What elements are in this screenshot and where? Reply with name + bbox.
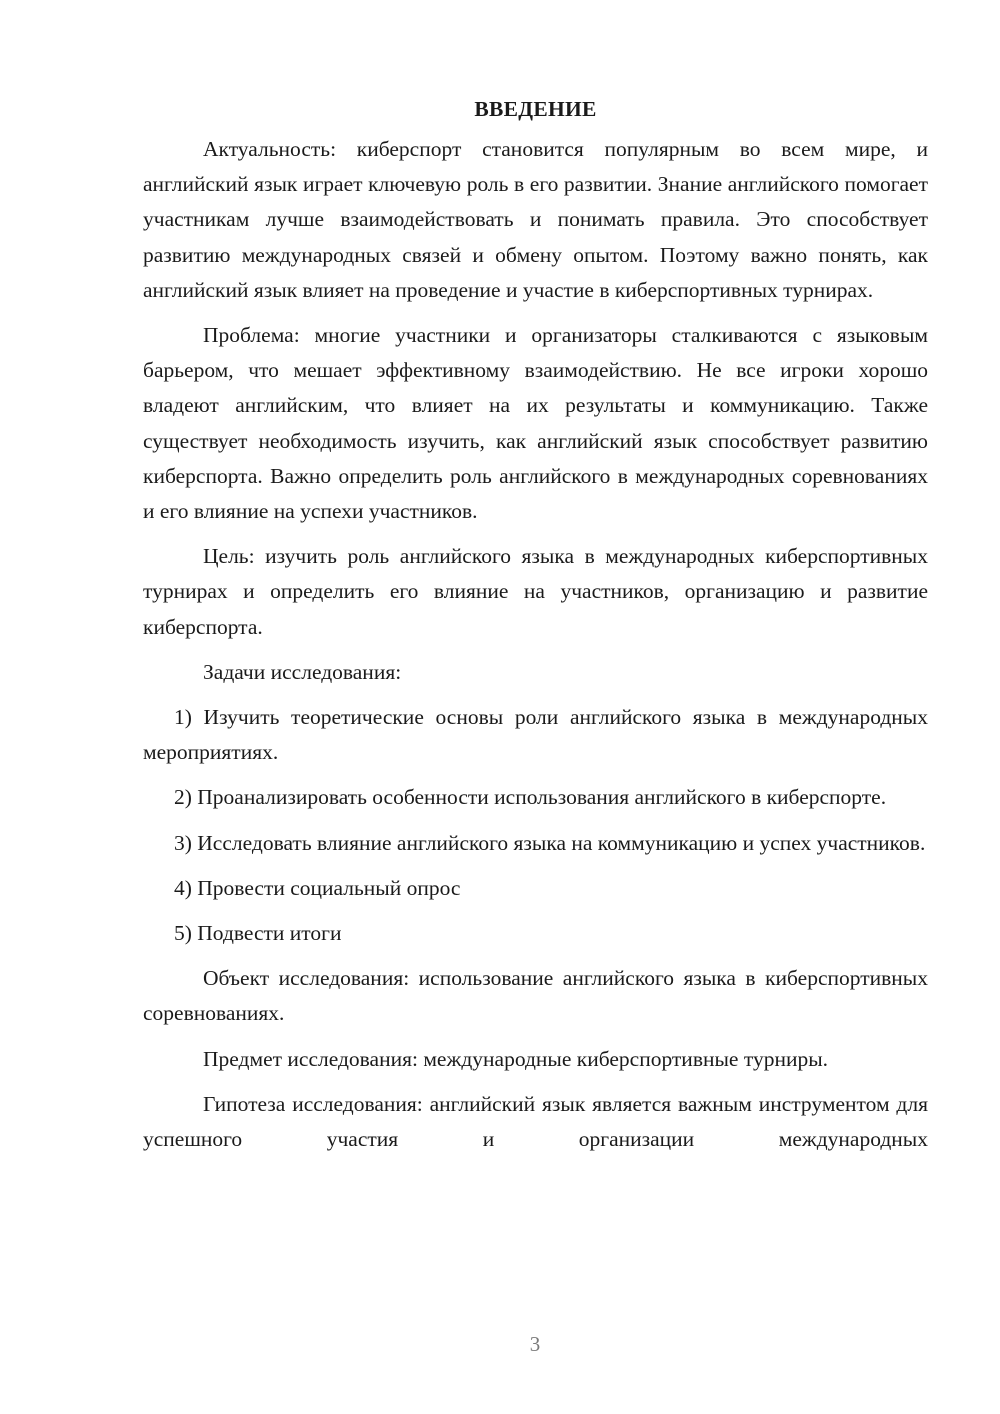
problem-paragraph: Проблема: многие участники и организаторы сталкиваются с языковым барьером, что мешает эффективному взаимодействию. Не все игроки хорошо владеют английским, что влияет на их результаты и коммуникацию. Также существует необходимость изучить, как английский язык способствует развитию киберспорта. Важно определить роль английского в международных соревнованиях и его влияние на успехи участников. (143, 323, 928, 524)
page-number: 3 (529, 1332, 541, 1356)
task-item-4: 4) Провести социальный опрос (174, 875, 461, 900)
tasks-heading: Задачи исследования: (203, 659, 402, 684)
task-item-5: 5) Подвести итоги (174, 921, 342, 946)
document-page (143, 92, 928, 1157)
section-title: ВВЕДЕНИЕ (474, 97, 597, 121)
task-item-1: 1) Изучить теоретические основы роли английского языка в международных мероприятиях. (143, 705, 928, 765)
task-item-2: 2) Проанализировать особенности использования английского в киберспорте. (174, 785, 887, 810)
task-item-3: 3) Исследовать влияние английского языка на коммуникацию и успех участников. (174, 830, 926, 855)
subject-paragraph: Предмет исследования: международные киберспортивные турниры. (203, 1046, 829, 1071)
object-paragraph: Объект исследования: использование английского языка в киберспортивных соревнованиях. (143, 966, 928, 1026)
hypothesis-paragraph: Гипотеза исследования: английский язык является важным инструментом для успешного участия и организации международных (143, 1091, 928, 1152)
relevance-paragraph: Актуальность: киберспорт становится популярным во всем мире, и английский язык играет ключевую роль в его развитии. Знание английского помогает участникам лучше взаимодействовать и понимать правила. Это способствует развитию международных связей и обмену опытом. Поэтому важно понять, как английский язык влияет на проведение и участие в киберспортивных турнирах. (143, 137, 928, 302)
goal-paragraph: Цель: изучить роль английского языка в международных киберспортивных турнирах и определить его влияние на участников, организацию и развитие киберспорта. (143, 544, 928, 639)
